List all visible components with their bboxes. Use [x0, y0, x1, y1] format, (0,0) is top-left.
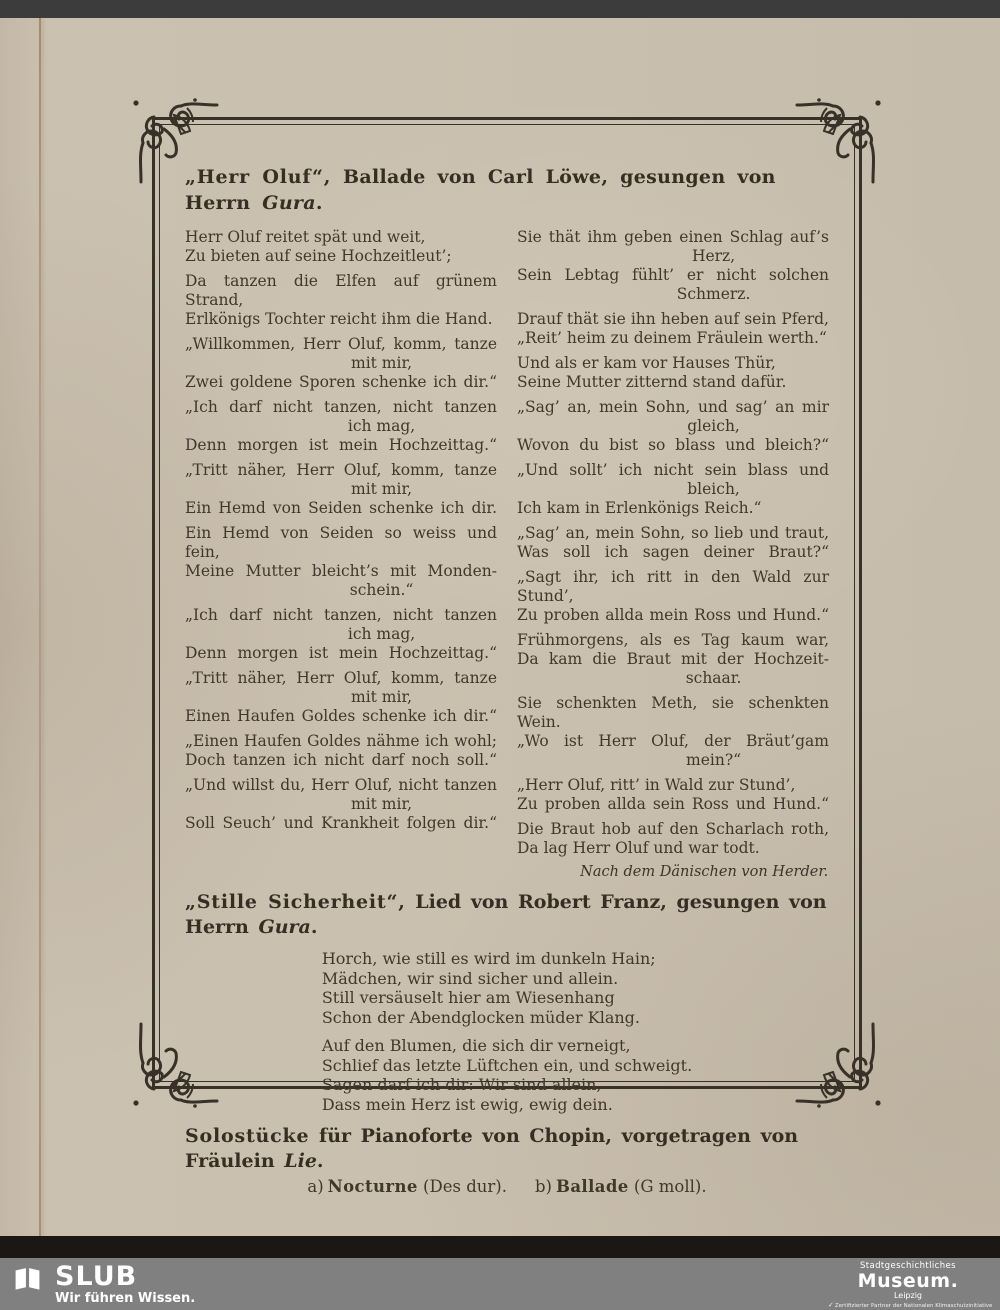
solo-piece-prefix: b) [534, 1177, 552, 1196]
program-title-stille-sicherheit: „Stille Sicherheit“, Lied von Robert Franz, gesungen von Herrn Gura. [185, 891, 827, 938]
poem-line: Da lag Herr Oluf und war todt. [517, 839, 760, 857]
poem-line: Zu bieten auf seine Hochzeitleut’; [185, 247, 452, 265]
poem-line: Ein Hemd von Seiden so weiss und fein, [185, 524, 497, 561]
poem-line: mit mir, [351, 795, 413, 813]
poem-line: Ein Hemd von Seiden schenke ich dir. [185, 499, 497, 517]
poem-stanza [517, 694, 829, 770]
poem-stanza [517, 461, 829, 518]
song-line: Schon der Abendglocken müder Klang. [321, 1007, 640, 1027]
poem-line: schein.“ [349, 581, 414, 599]
poem-stanza [517, 354, 829, 392]
poem-line: Ich kam in Erlenkönigs Reich.“ [517, 499, 762, 517]
poem-line: Einen Haufen Goldes schenke ich dir.“ [185, 707, 497, 725]
poem-stanza [185, 732, 497, 770]
open-book-icon [14, 1265, 41, 1292]
poem-stanza [517, 524, 829, 562]
museum-line1: Stadtgeschichtliches [860, 1261, 956, 1271]
poem-columns [185, 228, 829, 880]
poem-line: schaar. [685, 669, 742, 687]
poem-line: Denn morgen ist mein Hochzeittag.“ [185, 436, 497, 454]
poem-line: „Einen Haufen Goldes nähme ich wohl; [185, 732, 497, 750]
poem-line: mit mir, [351, 480, 413, 498]
song-line: Still versäuselt hier am Wiesenhang [321, 988, 615, 1007]
poem-line: „Wo ist Herr Oluf, der Bräut’gam [517, 732, 829, 750]
poem-line: „Herr Oluf, ritt’ in Wald zur Stund’, [517, 776, 796, 794]
program-content [155, 120, 859, 1196]
poem-attribution: Nach dem Dänischen von Herder. [580, 864, 829, 880]
museum-partner-line: ✓Zertifizierter Partner der Nationalen Klimaschutzinitiative [828, 1300, 993, 1309]
performer-name: Gura [258, 916, 311, 938]
work-title: „Herr Oluf“, [185, 166, 332, 188]
poem-line: Zu proben allda sein Ross und Hund.“ [517, 795, 829, 813]
poem-line: Soll Seuch’ und Krankheit folgen dir.“ [185, 814, 497, 832]
checkmark-icon: ✓ [828, 1300, 834, 1309]
viewer-footer [0, 1258, 1000, 1310]
poem-line: „Willkommen, Herr Oluf, komm, tanze [185, 335, 497, 353]
poem-line: „Tritt näher, Herr Oluf, komm, tanze [185, 669, 497, 687]
poem-stanza [185, 335, 497, 392]
page-bottom-edge [0, 1236, 1000, 1258]
page-fold-crease [39, 18, 41, 1236]
poem-stanza [185, 272, 497, 329]
solo-piece-name: Nocturne [327, 1177, 418, 1196]
poem-line: „Tritt näher, Herr Oluf, komm, tanze [185, 461, 497, 479]
work-subtitle: für Pianoforte von Chopin, vorgetragen von Fräulein [185, 1125, 799, 1172]
poem-stanza [185, 228, 497, 266]
poem-line: „Reit’ heim zu deinem Fräulein werth.“ [517, 329, 827, 347]
performer-name: Lie [284, 1150, 317, 1172]
ornamental-border-frame [152, 117, 862, 1196]
poem-stanza [185, 776, 497, 833]
poem-line: Sie schenkten Meth, sie schenkten Wein. [517, 694, 829, 731]
song-text-block [322, 949, 692, 1114]
poem-line: Da kam die Braut mit der Hochzeit- [517, 650, 829, 668]
poem-line: mit mir, [351, 688, 413, 706]
poem-line: Herr Oluf reitet spät und weit, [185, 228, 426, 246]
solo-piece-name: Ballade [555, 1177, 629, 1196]
poem-line: Herz, [691, 247, 736, 265]
poem-line: ich mag, [347, 417, 416, 435]
poem-line: Was soll ich sagen deiner Braut?“ [517, 543, 829, 561]
song-line: Mädchen, wir sind sicher und allein. [321, 968, 619, 988]
poem-column-left [185, 228, 497, 880]
poem-stanza [185, 461, 497, 518]
poem-stanza [517, 568, 829, 625]
poem-line: Erlkönigs Tochter reicht ihm die Hand. [185, 310, 493, 328]
poem-line: „Ich darf nicht tanzen, nicht tanzen [185, 606, 497, 624]
slub-logo-block[interactable] [14, 1263, 195, 1306]
poem-stanza [517, 631, 829, 688]
poem-line: ich mag, [347, 625, 416, 643]
song-line: Auf den Blumen, die sich dir verneigt, [321, 1036, 631, 1055]
solo-piece [307, 1177, 507, 1196]
poem-line: Doch tanzen ich nicht darf noch soll.“ [185, 751, 497, 769]
poem-line: Denn morgen ist mein Hochzeittag.“ [185, 644, 497, 662]
poem-stanza [517, 398, 829, 455]
poem-line: Drauf thät sie ihn heben auf sein Pferd, [517, 310, 829, 328]
poem-stanza [185, 398, 497, 455]
poem-line: Sein Lebtag fühlt’ er nicht solchen [517, 266, 829, 284]
poem-line: gleich, [687, 417, 740, 435]
song-line: Dass mein Herz ist ewig, ewig dein. [321, 1094, 613, 1114]
work-title: „Stille Sicherheit“, [185, 891, 406, 913]
program-title-herr-oluf: „Herr Oluf“, Ballade von Carl Löwe, gesungen von Herrn Gura. [185, 166, 776, 214]
poem-stanza [185, 606, 497, 663]
poem-line: mein?“ [686, 751, 742, 769]
poem-line: Seine Mutter zitternd stand dafür. [517, 373, 787, 391]
poem-line: Schmerz. [676, 285, 751, 303]
solo-piece-prefix: a) [307, 1177, 324, 1196]
poem-line: „Und sollt’ ich nicht sein blass und [517, 461, 829, 479]
poem-line: Da tanzen die Elfen auf grünem Strand, [185, 272, 497, 309]
poem-line: Zu proben allda mein Ross und Hund.“ [517, 606, 829, 624]
poem-line: „Sag’ an, mein Sohn, so lieb und traut, [517, 524, 829, 542]
song-line: Sagen darf ich dir: Wir sind allein, [321, 1075, 602, 1094]
poem-line: Meine Mutter bleicht’s mit Monden- [185, 562, 497, 580]
poem-line: „Ich darf nicht tanzen, nicht tanzen [185, 398, 497, 416]
poem-line: Zwei goldene Sporen schenke ich dir.“ [185, 373, 497, 391]
work-title: Solostücke [185, 1125, 310, 1147]
poem-line: Und als er kam vor Hauses Thür, [517, 354, 776, 372]
viewer-top-bar [0, 0, 1000, 18]
solo-piece [535, 1177, 707, 1196]
slub-wordmark: SLUB [55, 1261, 138, 1292]
museum-logo-block[interactable] [828, 1261, 993, 1309]
song-line: Horch, wie still es wird im dunkeln Hain; [321, 949, 656, 968]
poem-stanza [185, 524, 497, 600]
poem-stanza [185, 669, 497, 726]
poem-stanza [517, 228, 829, 304]
museum-city: Leipzig [893, 1290, 923, 1300]
poem-stanza [517, 820, 829, 858]
song-stanza [322, 1036, 692, 1114]
solo-piece-key: (G moll). [628, 1177, 707, 1196]
poem-line: „Sagt ihr, ich ritt in den Wald zur Stund’, [517, 568, 829, 605]
poem-line: Wovon du bist so blass und bleich?“ [517, 436, 829, 454]
work-subtitle: Ballade von Carl Löwe, gesungen von Herrn [185, 166, 776, 214]
song-stanza [322, 949, 692, 1027]
scanned-program-page [0, 18, 1000, 1236]
work-subtitle: Lied von Robert Franz, gesungen von Herrn [185, 891, 827, 938]
poem-stanza [517, 776, 829, 814]
performer-name: Gura [262, 192, 316, 214]
solo-pieces-list [185, 1177, 829, 1196]
museum-wordmark: Museum. [857, 1269, 959, 1292]
solo-piece-key: (Des dur). [417, 1177, 507, 1196]
poem-line: bleich, [687, 480, 740, 498]
poem-line: Frühmorgens, als es Tag kaum war, [517, 631, 829, 649]
poem-line: Sie thät ihm geben einen Schlag auf’s [517, 228, 829, 246]
song-line: Schlief das letzte Lüftchen ein, und schweigt. [321, 1055, 693, 1075]
poem-stanza [517, 310, 829, 348]
program-title-solostuecke: Solostücke für Pianoforte von Chopin, vorgetragen von Fräulein Lie. [185, 1125, 799, 1172]
poem-column-right [517, 228, 829, 880]
poem-line: „Und willst du, Herr Oluf, nicht tanzen [185, 776, 497, 794]
poem-line: „Sag’ an, mein Sohn, und sag’ an mir [517, 398, 829, 416]
slub-tagline: Wir führen Wissen. [55, 1291, 196, 1306]
poem-line: mit mir, [351, 354, 413, 372]
poem-line: Die Braut hob auf den Scharlach roth, [517, 820, 829, 838]
